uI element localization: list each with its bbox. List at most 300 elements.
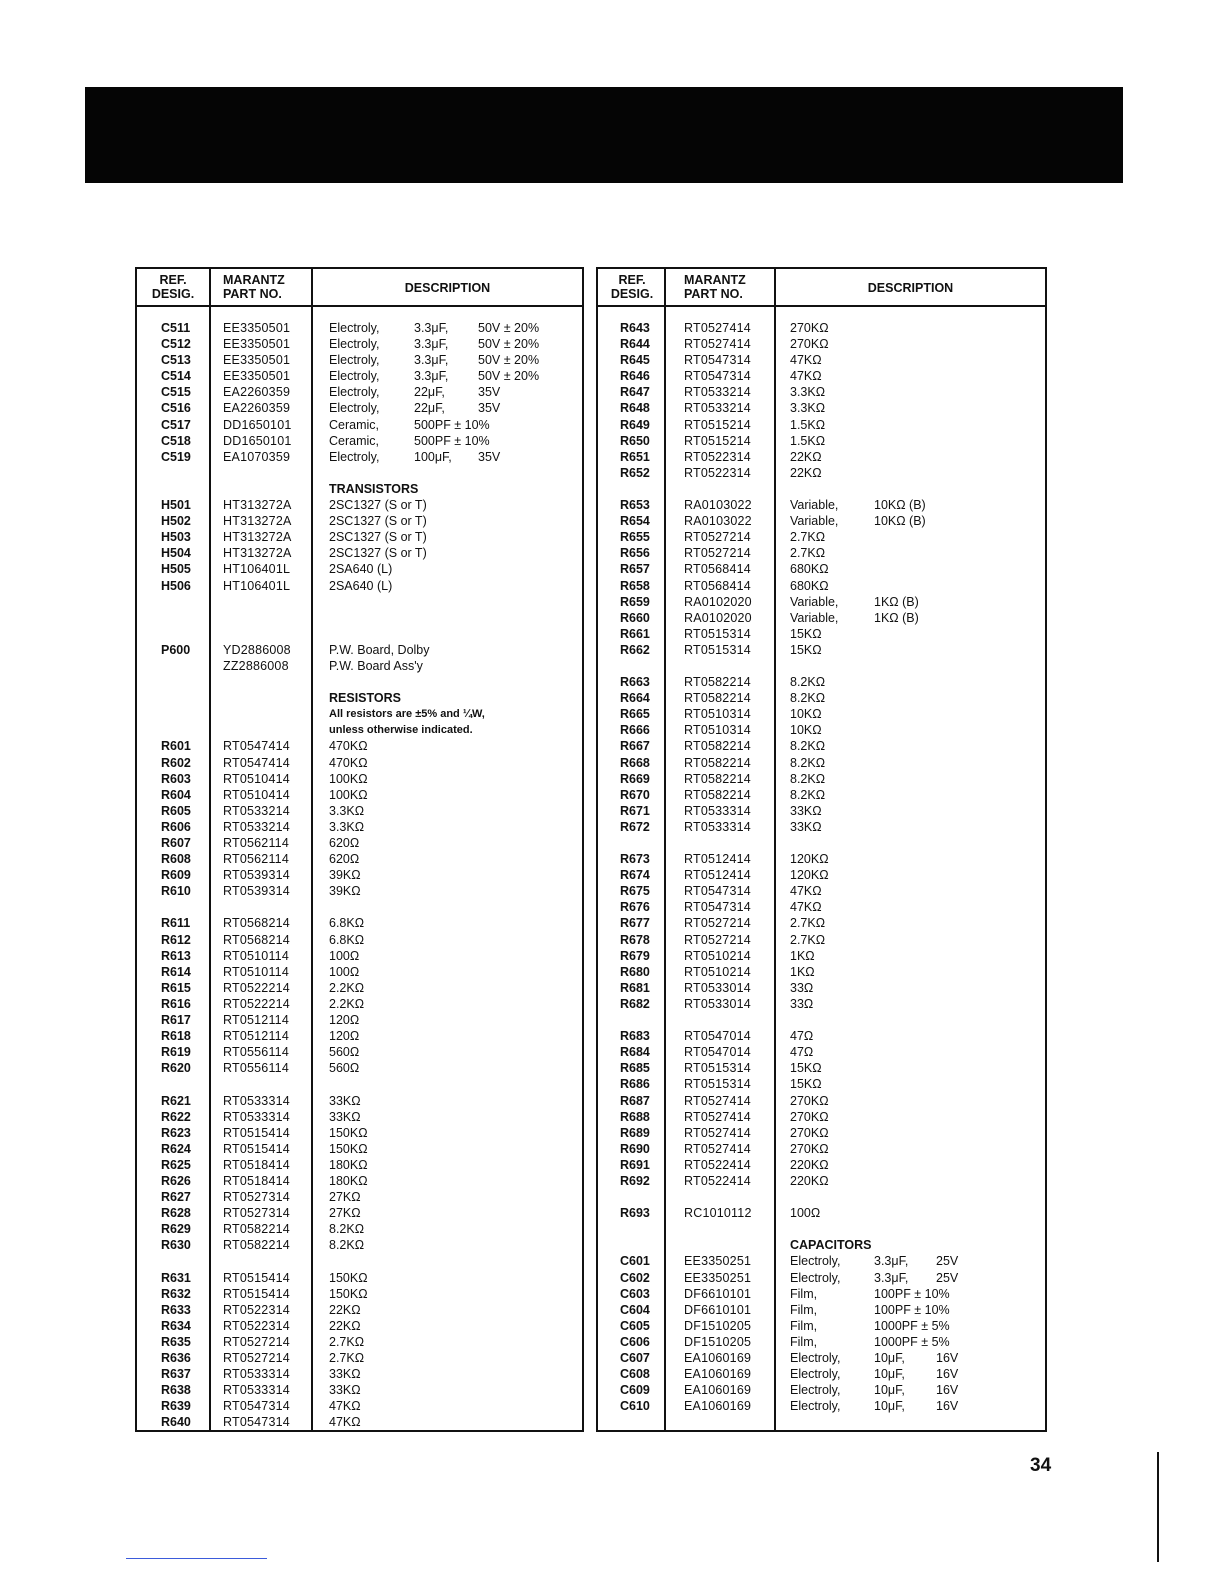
ref-desig: R679: [620, 948, 650, 963]
table-row: [137, 996, 582, 1012]
ref-desig: H501: [161, 498, 191, 513]
description-cell: P.W. Board Ass'y: [329, 658, 423, 673]
ref-desig: C518: [161, 433, 191, 448]
description-cell: 33KΩ: [329, 1093, 361, 1108]
description-cell: 3.3μF,: [414, 353, 449, 368]
table-row: [598, 400, 1045, 416]
description-cell: 1000PF ± 5%: [874, 1318, 950, 1333]
part-number: RT0527214: [223, 1334, 290, 1349]
description-cell: 33KΩ: [329, 1367, 361, 1382]
table-row: [598, 578, 1045, 594]
ref-desig: R686: [620, 1077, 650, 1092]
part-number: EE3350501: [223, 337, 291, 352]
table-row: [598, 1060, 1045, 1076]
ref-desig: R608: [161, 852, 191, 867]
part-number: HT106401L: [223, 562, 291, 577]
footer-rule: [126, 1558, 267, 1559]
ref-desig: P600: [161, 642, 191, 657]
description-cell: 16V: [936, 1399, 959, 1414]
ref-desig: C609: [620, 1383, 650, 1398]
table-body: [137, 320, 582, 1430]
part-number: HT313272A: [223, 498, 292, 513]
description-cell: Electroly,: [790, 1383, 841, 1398]
description-cell: 2.7KΩ: [790, 916, 826, 931]
table-row: [598, 1141, 1045, 1157]
ref-desig: C610: [620, 1399, 650, 1414]
description-cell: 1.5KΩ: [790, 417, 826, 432]
ref-desig: C605: [620, 1318, 650, 1333]
description-cell: 2SC1327 (S or T): [329, 498, 427, 513]
ref-desig: R683: [620, 1029, 650, 1044]
ref-desig: R672: [620, 819, 650, 834]
description-cell: 22μF,: [414, 401, 445, 416]
ref-desig: R601: [161, 739, 191, 754]
table-row: [598, 674, 1045, 690]
description-cell: Electroly,: [329, 353, 380, 368]
ref-desig: R636: [161, 1351, 191, 1365]
part-number: RA0102020: [684, 610, 752, 625]
ref-desig: R606: [161, 819, 191, 834]
part-number: RT0533214: [684, 401, 751, 416]
table-row: [598, 771, 1045, 787]
description-cell: 120KΩ: [790, 868, 829, 883]
table-row: [598, 755, 1045, 771]
ref-desig: C513: [161, 353, 191, 368]
ref-desig: R638: [161, 1383, 191, 1398]
header-part-line2: PART NO.: [223, 287, 282, 301]
ref-desig: R637: [161, 1367, 191, 1382]
table-row: [598, 1076, 1045, 1092]
table-row: [598, 368, 1045, 384]
description-cell: 270KΩ: [790, 1125, 829, 1140]
ref-desig: R687: [620, 1093, 650, 1108]
ref-desig: R662: [620, 642, 650, 657]
table-row: [137, 771, 582, 787]
ref-desig: R624: [161, 1141, 191, 1156]
part-number: EA2260359: [223, 385, 291, 400]
table-row: [598, 996, 1045, 1012]
ref-desig: R682: [620, 996, 650, 1011]
table-row: [137, 368, 582, 384]
part-number: RT0533314: [684, 803, 751, 818]
table-row: [137, 1109, 582, 1125]
description-cell: 2SA640 (L): [329, 578, 393, 593]
part-number: DF6610101: [684, 1286, 752, 1301]
part-number: RT0510414: [223, 787, 290, 802]
table-row: [137, 320, 582, 336]
ref-desig: R658: [620, 578, 650, 593]
table-row: [137, 1350, 582, 1366]
description-cell: 47KΩ: [790, 900, 822, 915]
description-cell: Variable,: [790, 498, 839, 513]
description-cell: 22KΩ: [790, 449, 822, 464]
part-number: EE3350501: [223, 353, 291, 368]
ref-desig: R651: [620, 449, 650, 464]
ref-desig: R691: [620, 1157, 650, 1172]
part-number: RT0582214: [223, 1222, 290, 1237]
table-row: [137, 610, 582, 626]
description-cell: Electroly,: [329, 369, 380, 384]
ref-desig: R617: [161, 1013, 191, 1028]
part-number: RT0515414: [223, 1125, 290, 1140]
ref-desig: R618: [161, 1029, 191, 1044]
part-number: RT0515314: [684, 1061, 751, 1076]
table-row: [598, 1398, 1045, 1414]
part-number: RT0527414: [684, 1109, 751, 1124]
description-cell: 2SA640 (L): [329, 562, 393, 577]
ref-desig: R656: [620, 546, 650, 561]
description-cell: 560Ω: [329, 1061, 360, 1076]
table-row: [137, 1414, 582, 1430]
ref-desig: R615: [161, 980, 191, 995]
table-row: [137, 513, 582, 529]
table-row: [137, 497, 582, 513]
table-row: [137, 449, 582, 465]
part-number: RT0582214: [684, 787, 751, 802]
table-row: [137, 674, 582, 690]
part-number: RT0527414: [684, 1141, 751, 1156]
table-row: [598, 883, 1045, 899]
table-row: [137, 803, 582, 819]
table-row: [137, 1076, 582, 1092]
ref-desig: R627: [161, 1190, 191, 1205]
part-number: RT0515414: [223, 1270, 290, 1285]
table-row: [137, 658, 582, 674]
description-cell: 35V: [478, 401, 501, 416]
description-cell: 100KΩ: [329, 771, 368, 786]
description-cell: 10μF,: [874, 1351, 905, 1365]
table-row: [598, 819, 1045, 835]
section-heading: RESISTORS: [329, 691, 402, 706]
table-row: [137, 915, 582, 931]
table-row: [598, 1189, 1045, 1205]
part-number: RT0522314: [684, 449, 751, 464]
part-number: RT0510314: [684, 723, 751, 738]
part-number: EE3350251: [684, 1254, 752, 1269]
table-row: [137, 1334, 582, 1350]
description-cell: Film,: [790, 1318, 818, 1333]
header-ref-desig: [598, 273, 666, 301]
part-number: RT0510314: [684, 707, 751, 722]
ref-desig: R630: [161, 1238, 191, 1253]
part-number: RT0522314: [223, 1302, 290, 1317]
table-row: [137, 352, 582, 368]
description-cell: 10μF,: [874, 1367, 905, 1382]
description-cell: 270KΩ: [790, 1109, 829, 1124]
description-cell: 150KΩ: [329, 1270, 368, 1285]
description-cell: Ceramic,: [329, 433, 380, 448]
part-number: RT0510414: [223, 771, 290, 786]
ref-desig: R689: [620, 1125, 650, 1140]
table-row: [137, 948, 582, 964]
header-part-line1: MARANTZ: [223, 273, 285, 287]
description-cell: 15KΩ: [790, 1077, 822, 1092]
description-cell: 16V: [936, 1351, 959, 1365]
description-cell: 150KΩ: [329, 1125, 368, 1140]
part-number: RT0522414: [684, 1173, 751, 1188]
edge-rule: [1157, 1452, 1159, 1562]
part-number: EA2260359: [223, 401, 291, 416]
part-number: RT0533314: [223, 1093, 290, 1108]
part-number: RC1010112: [684, 1206, 752, 1221]
part-number: RT0527414: [684, 1093, 751, 1108]
table-row: [137, 706, 582, 722]
description-cell: 15KΩ: [790, 642, 822, 657]
table-row: [137, 787, 582, 803]
ref-desig: R640: [161, 1415, 191, 1430]
description-cell: 500PF ± 10%: [414, 433, 490, 448]
ref-desig: R634: [161, 1318, 191, 1333]
description-cell: Electroly,: [790, 1270, 841, 1285]
description-cell: 560Ω: [329, 1045, 360, 1060]
table-row: [598, 1125, 1045, 1141]
description-cell: Variable,: [790, 514, 839, 529]
description-cell: 3.3μF,: [874, 1270, 909, 1285]
part-number: RT0547314: [223, 1415, 290, 1430]
ref-desig: R635: [161, 1334, 191, 1349]
part-number: RT0562114: [223, 836, 289, 850]
table-row: [137, 722, 582, 738]
description-cell: 2.7KΩ: [329, 1351, 365, 1365]
section-heading: TRANSISTORS: [329, 481, 419, 496]
ref-desig: R621: [161, 1093, 191, 1108]
ref-desig: R676: [620, 900, 650, 915]
header-ref-line2: DESIG.: [151, 287, 195, 301]
description-cell: 8.2KΩ: [329, 1238, 365, 1253]
part-number: RT0547314: [684, 369, 751, 384]
description-cell: Electroly,: [790, 1367, 841, 1382]
ref-desig: R674: [620, 868, 650, 883]
table-row: [598, 529, 1045, 545]
table-row: [137, 1189, 582, 1205]
table-row: [598, 610, 1045, 626]
description-cell: 50V ± 20%: [478, 353, 540, 368]
description-cell: 100μF,: [414, 449, 452, 464]
part-number: EE3350251: [684, 1270, 752, 1285]
part-number: RT0512414: [684, 852, 751, 867]
part-number: RT0568214: [223, 932, 290, 947]
table-row: [598, 980, 1045, 996]
ref-desig: R613: [161, 948, 191, 963]
ref-desig: R688: [620, 1109, 650, 1124]
part-number: RT0533314: [223, 1383, 290, 1398]
description-cell: 1000PF ± 5%: [874, 1334, 950, 1349]
ref-desig: R631: [161, 1270, 191, 1285]
description-cell: 2.7KΩ: [790, 530, 826, 545]
part-number: RA0102020: [684, 594, 752, 609]
ref-desig: R602: [161, 755, 191, 770]
description-cell: 3.3μF,: [414, 321, 449, 335]
header-ref-line1: REF.: [618, 273, 646, 287]
ref-desig: R693: [620, 1206, 650, 1221]
description-cell: 27KΩ: [329, 1206, 361, 1221]
table-row: [137, 417, 582, 433]
part-number: RT0527214: [684, 932, 751, 947]
description-cell: 8.2KΩ: [790, 771, 826, 786]
ref-desig: R684: [620, 1045, 650, 1060]
description-cell: 3.3KΩ: [329, 819, 365, 834]
description-cell: 8.2KΩ: [790, 691, 826, 706]
part-number: RT0582214: [684, 755, 751, 770]
table-row: [137, 1302, 582, 1318]
part-number: RT0527214: [223, 1351, 290, 1365]
description-cell: Electroly,: [329, 449, 380, 464]
table-row: [137, 1382, 582, 1398]
description-cell: Film,: [790, 1286, 818, 1301]
ref-desig: R610: [161, 884, 191, 899]
table-row: [137, 1205, 582, 1221]
table-header: [137, 269, 582, 307]
table-row: [598, 642, 1045, 658]
description-cell: 8.2KΩ: [790, 787, 826, 802]
description-cell: 680KΩ: [790, 562, 829, 577]
description-cell: 50V ± 20%: [478, 321, 540, 335]
table-row: [137, 594, 582, 610]
description-cell: 1KΩ: [790, 948, 815, 963]
ref-desig: R655: [620, 530, 650, 545]
part-number: RA0103022: [684, 514, 752, 529]
table-row: [137, 835, 582, 851]
description-cell: 120Ω: [329, 1013, 360, 1028]
table-row: [137, 883, 582, 899]
description-cell: 1KΩ: [790, 964, 815, 979]
part-number: RT0533214: [223, 803, 290, 818]
part-number: RT0527414: [684, 1125, 751, 1140]
description-cell: 100Ω: [329, 948, 360, 963]
ref-desig: R666: [620, 723, 650, 738]
ref-desig: R643: [620, 321, 650, 335]
table-row: [598, 320, 1045, 336]
description-cell: Film,: [790, 1302, 818, 1317]
table-row: [137, 980, 582, 996]
table-row: [598, 1334, 1045, 1350]
page-number: 34: [1030, 1455, 1052, 1476]
description-cell: 100KΩ: [329, 787, 368, 802]
part-number: RT0533014: [684, 996, 751, 1011]
description-cell: Electroly,: [329, 385, 380, 400]
table-row: [137, 642, 582, 658]
table-row: [598, 948, 1045, 964]
description-cell: 220KΩ: [790, 1173, 829, 1188]
description-cell: 10KΩ: [790, 707, 822, 722]
ref-desig: C602: [620, 1270, 650, 1285]
part-number: DD1650101: [223, 433, 292, 448]
ref-desig: R646: [620, 369, 650, 384]
description-cell: 47KΩ: [790, 353, 822, 368]
part-number: RT0510114: [223, 948, 289, 963]
table-row: [137, 481, 582, 497]
part-number: RT0568414: [684, 578, 751, 593]
header-ref-line2: DESIG.: [610, 287, 654, 301]
header-ref-line1: REF.: [159, 273, 187, 287]
description-cell: 150KΩ: [329, 1286, 368, 1301]
part-number: RT0539314: [223, 884, 290, 899]
description-cell: 470KΩ: [329, 739, 368, 754]
table-row: [137, 465, 582, 481]
description-cell: 270KΩ: [790, 337, 829, 352]
table-row: [137, 1044, 582, 1060]
ref-desig: H502: [161, 514, 191, 529]
header-description: DESCRIPTION: [867, 281, 954, 295]
description-cell: Electroly,: [790, 1254, 841, 1269]
ref-desig: C603: [620, 1286, 650, 1301]
description-cell: 10KΩ: [790, 723, 822, 738]
description-cell: 10KΩ (B): [874, 498, 926, 513]
part-number: EA1060169: [684, 1399, 752, 1414]
description-cell: 620Ω: [329, 836, 360, 850]
ref-desig: R663: [620, 675, 650, 690]
table-body: [598, 320, 1045, 1414]
part-number: RT0582214: [684, 739, 751, 754]
description-cell: 2.7KΩ: [790, 932, 826, 947]
part-number: RT0582214: [684, 771, 751, 786]
ref-desig: R667: [620, 739, 650, 754]
table-row: [598, 1366, 1045, 1382]
description-cell: 16V: [936, 1383, 959, 1398]
description-cell: 47Ω: [790, 1045, 814, 1060]
table-row: [598, 1012, 1045, 1028]
ref-desig: R661: [620, 626, 650, 641]
table-row: [137, 1398, 582, 1414]
table-row: [137, 1253, 582, 1269]
table-row: [137, 1028, 582, 1044]
description-cell: Variable,: [790, 594, 839, 609]
ref-desig: R604: [161, 787, 191, 802]
description-cell: Film,: [790, 1334, 818, 1349]
table-row: [598, 481, 1045, 497]
section-note: unless otherwise indicated.: [329, 724, 473, 737]
table-row: [137, 384, 582, 400]
part-number: RT0547014: [684, 1029, 751, 1044]
ref-desig: R616: [161, 996, 191, 1011]
header-part-no: [223, 273, 285, 301]
ref-desig: C511: [161, 321, 191, 335]
ref-desig: R639: [161, 1399, 191, 1414]
description-cell: P.W. Board, Dolby: [329, 642, 430, 657]
ref-desig: H503: [161, 530, 191, 545]
table-row: [137, 964, 582, 980]
part-number: RT0522214: [223, 980, 290, 995]
description-cell: 35V: [478, 385, 501, 400]
table-row: [598, 899, 1045, 915]
ref-desig: C512: [161, 337, 191, 352]
description-cell: 47KΩ: [329, 1399, 361, 1414]
ref-desig: R668: [620, 755, 650, 770]
description-cell: 2SC1327 (S or T): [329, 530, 427, 545]
part-number: RT0527214: [684, 546, 751, 561]
parts-table-left: [135, 267, 584, 1432]
table-row: [598, 561, 1045, 577]
header-part-no: [684, 273, 746, 301]
description-cell: 22μF,: [414, 385, 445, 400]
part-number: HT106401L: [223, 578, 291, 593]
part-number: HT313272A: [223, 530, 292, 545]
ref-desig: R692: [620, 1173, 650, 1188]
table-row: [598, 803, 1045, 819]
ref-desig: R675: [620, 884, 650, 899]
table-row: [598, 964, 1045, 980]
description-cell: 27KΩ: [329, 1190, 361, 1205]
header-ref-desig: [137, 273, 209, 301]
table-row: [598, 1221, 1045, 1237]
description-cell: 150KΩ: [329, 1141, 368, 1156]
table-row: [137, 545, 582, 561]
ref-desig: R625: [161, 1157, 191, 1172]
part-number: YD2886008: [223, 642, 291, 657]
ref-desig: R626: [161, 1173, 191, 1188]
description-cell: Electroly,: [329, 401, 380, 416]
ref-desig: C516: [161, 401, 191, 416]
